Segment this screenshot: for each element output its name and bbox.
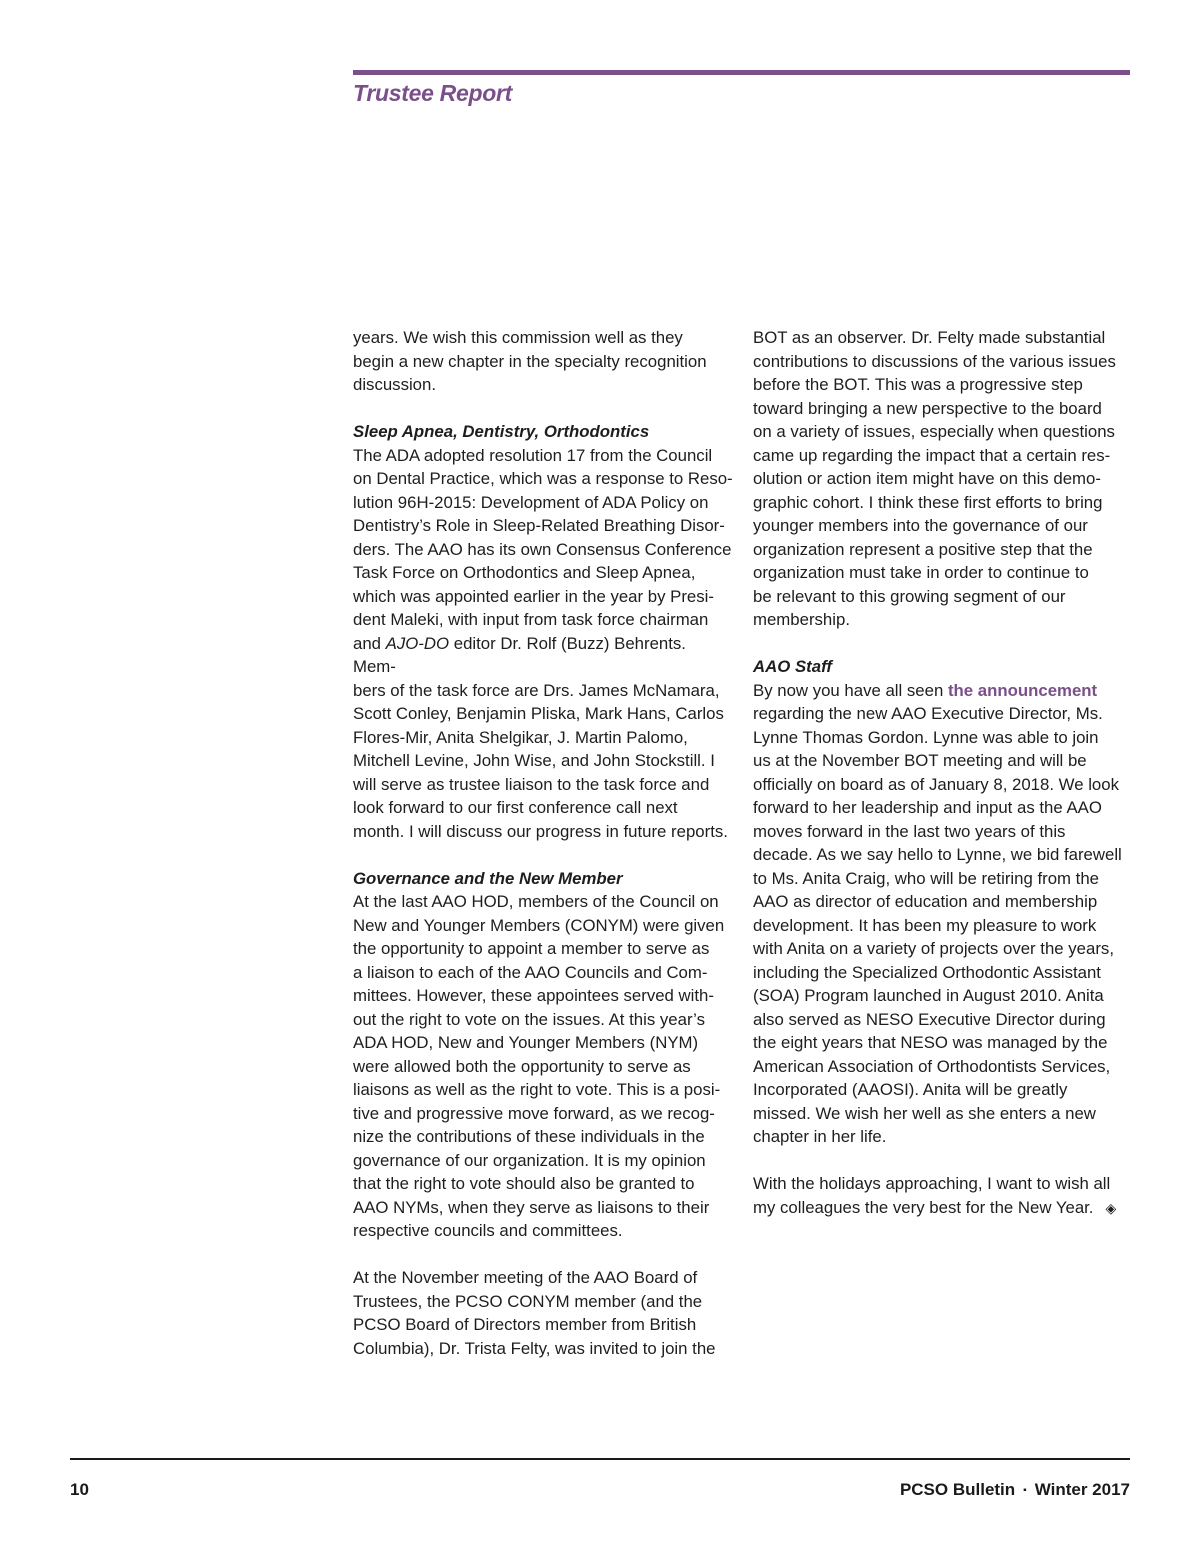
footer-publication bbox=[900, 1480, 1130, 1500]
left-column bbox=[353, 326, 733, 1360]
announcement-link[interactable]: the announcement bbox=[947, 680, 1098, 700]
sleep-apnea-text-part-2: editor Dr. Rolf (Buzz) Behrents. Mem- bers of the task force are Drs. James McNamara, Scott Conley, Benjamin Pliska, Mark Hans, Carlos Flores-Mir, Anita Shelgikar, J. Martin Palomo, Mitchell Levine, John Wise, and John Stockstill. I will serve as trustee liaison to the task force and look forward to our first conference call next month. I will discuss our progress in future reports. bbox=[353, 633, 728, 841]
page-number: 10 bbox=[70, 1480, 89, 1499]
continuation-paragraph: BOT as an observer. Dr. Felty made substantial contributions to discussions of the various issues before the BOT. This was a progressive step toward bringing a new perspective to the board on a variety of issues, especially when questions came up regarding the impact that a certain res- olution or action item might have on this demo- graphic cohort. I think these first efforts to bring younger members into the governance of our organization represent a positive step that the organization must take in order to continue to be relevant to this growing segment of our membership. bbox=[753, 328, 1116, 629]
end-of-article-icon: ◈ bbox=[1105, 1199, 1117, 1216]
aao-staff-heading: AAO Staff bbox=[753, 657, 832, 676]
closing-text: With the holidays approaching, I want to wish all my colleagues the very best for the New Year. bbox=[753, 1174, 1111, 1217]
governance-paragraph: At the last AAO HOD, members of the Council on New and Younger Members (CONYM) were given the opportunity to appoint a member to serve as a liaison to each of the AAO Councils and Com- mittees. However, these appointees served with- out the right to vote on the issues. At this year’s ADA HOD, New and Younger Members (NYM) were allowed both the opportunity to serve as liaisons as well as the right to vote. This is a posi- tive and progressive move forward, as we recog- nize the contributions of these individuals in the governance of our organization. It is my opinion that the right to vote should also be granted to AAO NYMs, when they serve as liaisons to their respective councils and committees. bbox=[353, 892, 725, 1240]
aao-staff-text-part-1: By now you have all seen bbox=[753, 680, 948, 700]
sleep-apnea-text-part-1: The ADA adopted resolution 17 from the Council on Dental Practice, which was a response to Reso- lution 96H-2015: Development of ADA Policy on Dentistry’s Role in Sleep-Related Breathing Disor- ders. The AAO has its own Consensus Conference Task Force on Orthodontics and Sleep Apnea, which was appointed earlier in the year by Presi- dent Maleki, with input from task force chairman and bbox=[353, 445, 733, 653]
publication-name: PCSO Bulletin bbox=[899, 1480, 1016, 1499]
november-meeting-paragraph: At the November meeting of the AAO Board of Trustees, the PCSO CONYM member (and the PCSO Board of Directors member from British Columbia), Dr. Trista Felty, was invited to join the bbox=[353, 1268, 716, 1358]
sleep-apnea-heading: Sleep Apnea, Dentistry, Orthodontics bbox=[353, 422, 650, 441]
footer-rule bbox=[70, 1458, 1130, 1460]
governance-heading: Governance and the New Member bbox=[353, 868, 623, 888]
issue-name: Winter 2017 bbox=[1034, 1480, 1130, 1499]
sleep-apnea-paragraph bbox=[353, 444, 733, 844]
aao-staff-text-part-2: regarding the new AAO Executive Director, Ms. Lynne Thomas Gordon. Lynne was able to join us at the November BOT meeting and will be officially on board as of January 8, 2018. We look forward to her leadership and input as the AAO moves forward in the last two years of this decade. As we say hello to Lynne, we bid farewell to Ms. Anita Craig, who will be retiring from the AAO as director of education and membership development. It has been my pleasure to work with Anita on a variety of projects over the years, including the Specialized Orthodontic Assistant (SOA) Program launched in August 2010. Anita also served as NESO Executive Director during the eight years that NESO was managed by the American Association of Orthodontists Services, Incorporated (AAOSI). Anita will be greatly missed. We wish her well as she enters a new chapter in her life. bbox=[753, 704, 1122, 1146]
aao-staff-paragraph bbox=[753, 679, 1130, 1149]
journal-name: AJO-DO bbox=[385, 633, 450, 653]
footer-separator: ▪ bbox=[1023, 1485, 1027, 1496]
right-column bbox=[753, 326, 1130, 1220]
intro-paragraph: years. We wish this commission well as they begin a new chapter in the specialty recognition discussion. bbox=[353, 328, 707, 394]
header-rule bbox=[353, 70, 1130, 75]
section-title: Trustee Report bbox=[353, 80, 512, 106]
closing-paragraph bbox=[753, 1172, 1130, 1220]
